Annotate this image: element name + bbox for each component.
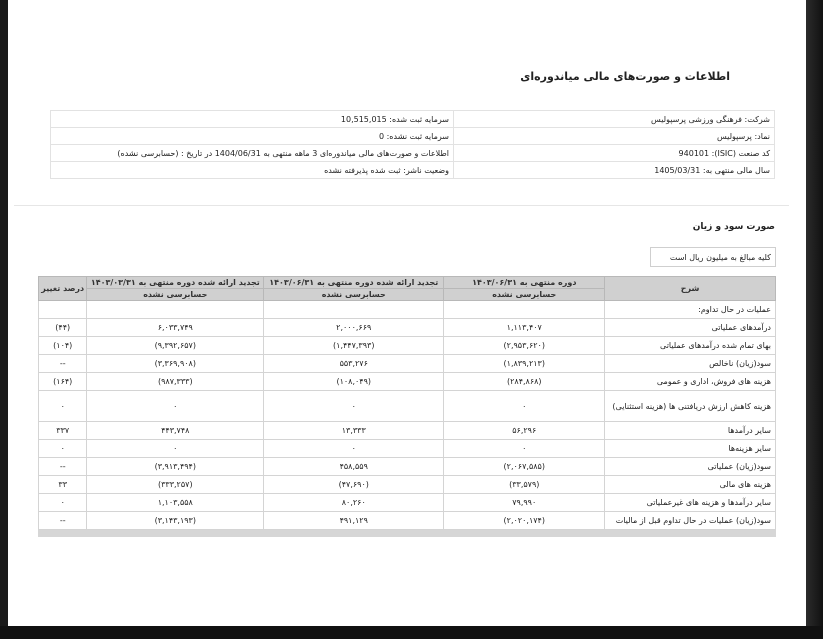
row-description: بهای تمام شده درآمدهای عملیاتی (605, 337, 776, 355)
change-percent: ۳۳۷ (39, 422, 87, 440)
company-label: شرکت: (744, 114, 770, 124)
change-percent: (۴۴) (39, 319, 87, 337)
section-label: عملیات در حال تداوم: (605, 301, 776, 319)
col-current-header: دوره منتهی به ۱۴۰۳/۰۶/۳۱ (444, 277, 605, 289)
table-row (39, 440, 776, 458)
restated2-value: ۶,۰۳۳,۷۴۹ (87, 319, 264, 337)
table-cell (87, 301, 264, 319)
row-description: سایر درآمدها (605, 422, 776, 440)
restated2-value: (۳,۹۱۳,۴۹۴) (87, 458, 264, 476)
restated1-value: (۴۷,۶۹۰) (264, 476, 444, 494)
restated2-value: ۰ (87, 440, 264, 458)
table-row (39, 355, 776, 373)
current-period-value: (۲,۹۵۳,۶۲۰) (444, 337, 605, 355)
restated1-value: ۵۵۳,۲۷۶ (264, 355, 444, 373)
change-percent: (۱۰۴) (39, 337, 87, 355)
report-description: اطلاعات و صورت‌های مالی میاندوره‌ای 3 ماهه منتهی به 1404/06/31 در تاریخ : (حسابرسی نشده) (51, 145, 454, 162)
table-row (39, 458, 776, 476)
current-period-value: (۲,۰۲۰,۱۷۴) (444, 512, 605, 530)
info-row (51, 111, 775, 128)
row-description: درآمدهای عملیاتی (605, 319, 776, 337)
current-period-value: (۱,۸۳۹,۲۱۳) (444, 355, 605, 373)
window-edge-bottom (0, 626, 823, 639)
unreg-capital-label: سرمایه ثبت نشده: (386, 131, 449, 141)
table-row (39, 319, 776, 337)
change-percent: (۱۶۴) (39, 373, 87, 391)
currency-note: کلیه مبالغ به میلیون ریال است (650, 247, 776, 267)
income-statement-table (38, 276, 776, 537)
change-percent: -- (39, 512, 87, 530)
restated1-value: ۲,۰۰۰,۶۶۹ (264, 319, 444, 337)
symbol-label: نماد: (754, 131, 770, 141)
restated1-value: (۱۰۸,۰۴۹) (264, 373, 444, 391)
table-cell (444, 301, 605, 319)
row-description: سود(زیان) ناخالص (605, 355, 776, 373)
fiscal-value: 1405/03/31 (654, 165, 701, 175)
row-description: هزینه کاهش ارزش دریافتنی ها (هزینه استثنایی) (605, 391, 776, 422)
audit-status-restated2: حسابرسی نشده (87, 289, 264, 301)
audit-status-restated1: حسابرسی نشده (264, 289, 444, 301)
current-period-value: ۵۶,۲۹۶ (444, 422, 605, 440)
current-period-value: ۷۹,۹۹۰ (444, 494, 605, 512)
capital-cell (51, 111, 454, 128)
isic-cell (454, 145, 775, 162)
restated2-value: ۴۴۳,۷۴۸ (87, 422, 264, 440)
change-percent: ۰ (39, 391, 87, 422)
restated2-value: ۰ (87, 391, 264, 422)
restated1-value: ۸۰,۲۶۰ (264, 494, 444, 512)
company-cell (454, 111, 775, 128)
table-row (39, 373, 776, 391)
current-period-value: (۲۸۴,۸۶۸) (444, 373, 605, 391)
restated1-value: ۱۳,۳۳۳ (264, 422, 444, 440)
change-percent: -- (39, 458, 87, 476)
current-period-value: (۳۳,۵۷۹) (444, 476, 605, 494)
section-row (39, 301, 776, 319)
page-title: اطلاعات و صورت‌های مالی میاندوره‌ای (520, 70, 730, 83)
restated1-value: ۰ (264, 440, 444, 458)
section-title: صورت سود و زیان (692, 222, 775, 232)
symbol-cell (454, 128, 775, 145)
restated2-value: (۹,۳۹۲,۶۵۷) (87, 337, 264, 355)
row-description: هزینه های فروش، اداری و عمومی (605, 373, 776, 391)
publisher-cell (51, 162, 454, 179)
table-row (39, 337, 776, 355)
header-row (39, 277, 776, 289)
row-description: هزینه های مالی (605, 476, 776, 494)
window-edge (806, 0, 823, 639)
restated1-value: ۴۵۸,۵۵۹ (264, 458, 444, 476)
isic-label: کد صنعت (ISIC): (711, 148, 770, 158)
company-info-table (50, 110, 775, 179)
change-percent: -- (39, 355, 87, 373)
change-percent: ۳۳ (39, 476, 87, 494)
company-value: فرهنگی ورزشی پرسپولیس (651, 114, 742, 124)
col-desc-header: شرح (605, 277, 776, 301)
section-divider (14, 205, 789, 206)
row-description: سود(زیان) عملیات در حال تداوم قبل از مالیات (605, 512, 776, 530)
table-footer (39, 530, 776, 537)
table-cell (264, 301, 444, 319)
change-percent: ۰ (39, 440, 87, 458)
audit-status-current: حسابرسی نشده (444, 289, 605, 301)
current-period-value: ۰ (444, 440, 605, 458)
table-row (39, 422, 776, 440)
table-row (39, 476, 776, 494)
row-description: سود(زیان) عملیاتی (605, 458, 776, 476)
restated1-value: ۰ (264, 391, 444, 422)
row-description: سایر هزینه‌ها (605, 440, 776, 458)
capital-value: 10,515,015 (340, 114, 387, 124)
info-row (51, 145, 775, 162)
col-restated1-header: تجدید ارائه شده دوره منتهی به ۱۴۰۳/۰۶/۳۱ (264, 277, 444, 289)
col-pct-header: درصد تغییر (39, 277, 87, 301)
table-row (39, 494, 776, 512)
current-period-value: ۱,۱۱۳,۴۰۷ (444, 319, 605, 337)
fiscal-cell (454, 162, 775, 179)
fiscal-label: سال مالی منتهی به: (702, 165, 770, 175)
info-row (51, 162, 775, 179)
table-footer-cell (39, 530, 776, 537)
info-row (51, 128, 775, 145)
current-period-value: (۲,۰۶۷,۵۸۵) (444, 458, 605, 476)
restated2-value: (۹۸۷,۳۳۳) (87, 373, 264, 391)
restated2-value: (۳,۳۶۹,۹۰۸) (87, 355, 264, 373)
table-row (39, 512, 776, 530)
isic-value: 940101 (678, 148, 710, 158)
unreg-capital-value: 0 (378, 131, 385, 141)
row-description: سایر درآمدها و هزینه های غیرعملیاتی (605, 494, 776, 512)
change-percent: ۰ (39, 494, 87, 512)
current-period-value: ۰ (444, 391, 605, 422)
capital-label: سرمایه ثبت شده: (389, 114, 449, 124)
table-row (39, 391, 776, 422)
restated1-value: ۴۹۱,۱۲۹ (264, 512, 444, 530)
col-restated2-header: تجدید ارائه شده دوره منتهی به ۱۴۰۳/۰۳/۳۱ (87, 277, 264, 289)
symbol-value: پرسپولیس (716, 131, 752, 141)
table-cell (39, 301, 87, 319)
unreg-capital-cell (51, 128, 454, 145)
restated1-value: (۱,۴۴۷,۳۹۳) (264, 337, 444, 355)
restated2-value: (۳,۱۴۳,۱۹۳) (87, 512, 264, 530)
publisher-label: وضعیت ناشر: (403, 165, 449, 175)
restated2-value: (۳۳۳,۲۵۷) (87, 476, 264, 494)
publisher-value: ثبت شده پذیرفته نشده (324, 165, 401, 175)
restated2-value: ۱,۱۰۳,۵۵۸ (87, 494, 264, 512)
